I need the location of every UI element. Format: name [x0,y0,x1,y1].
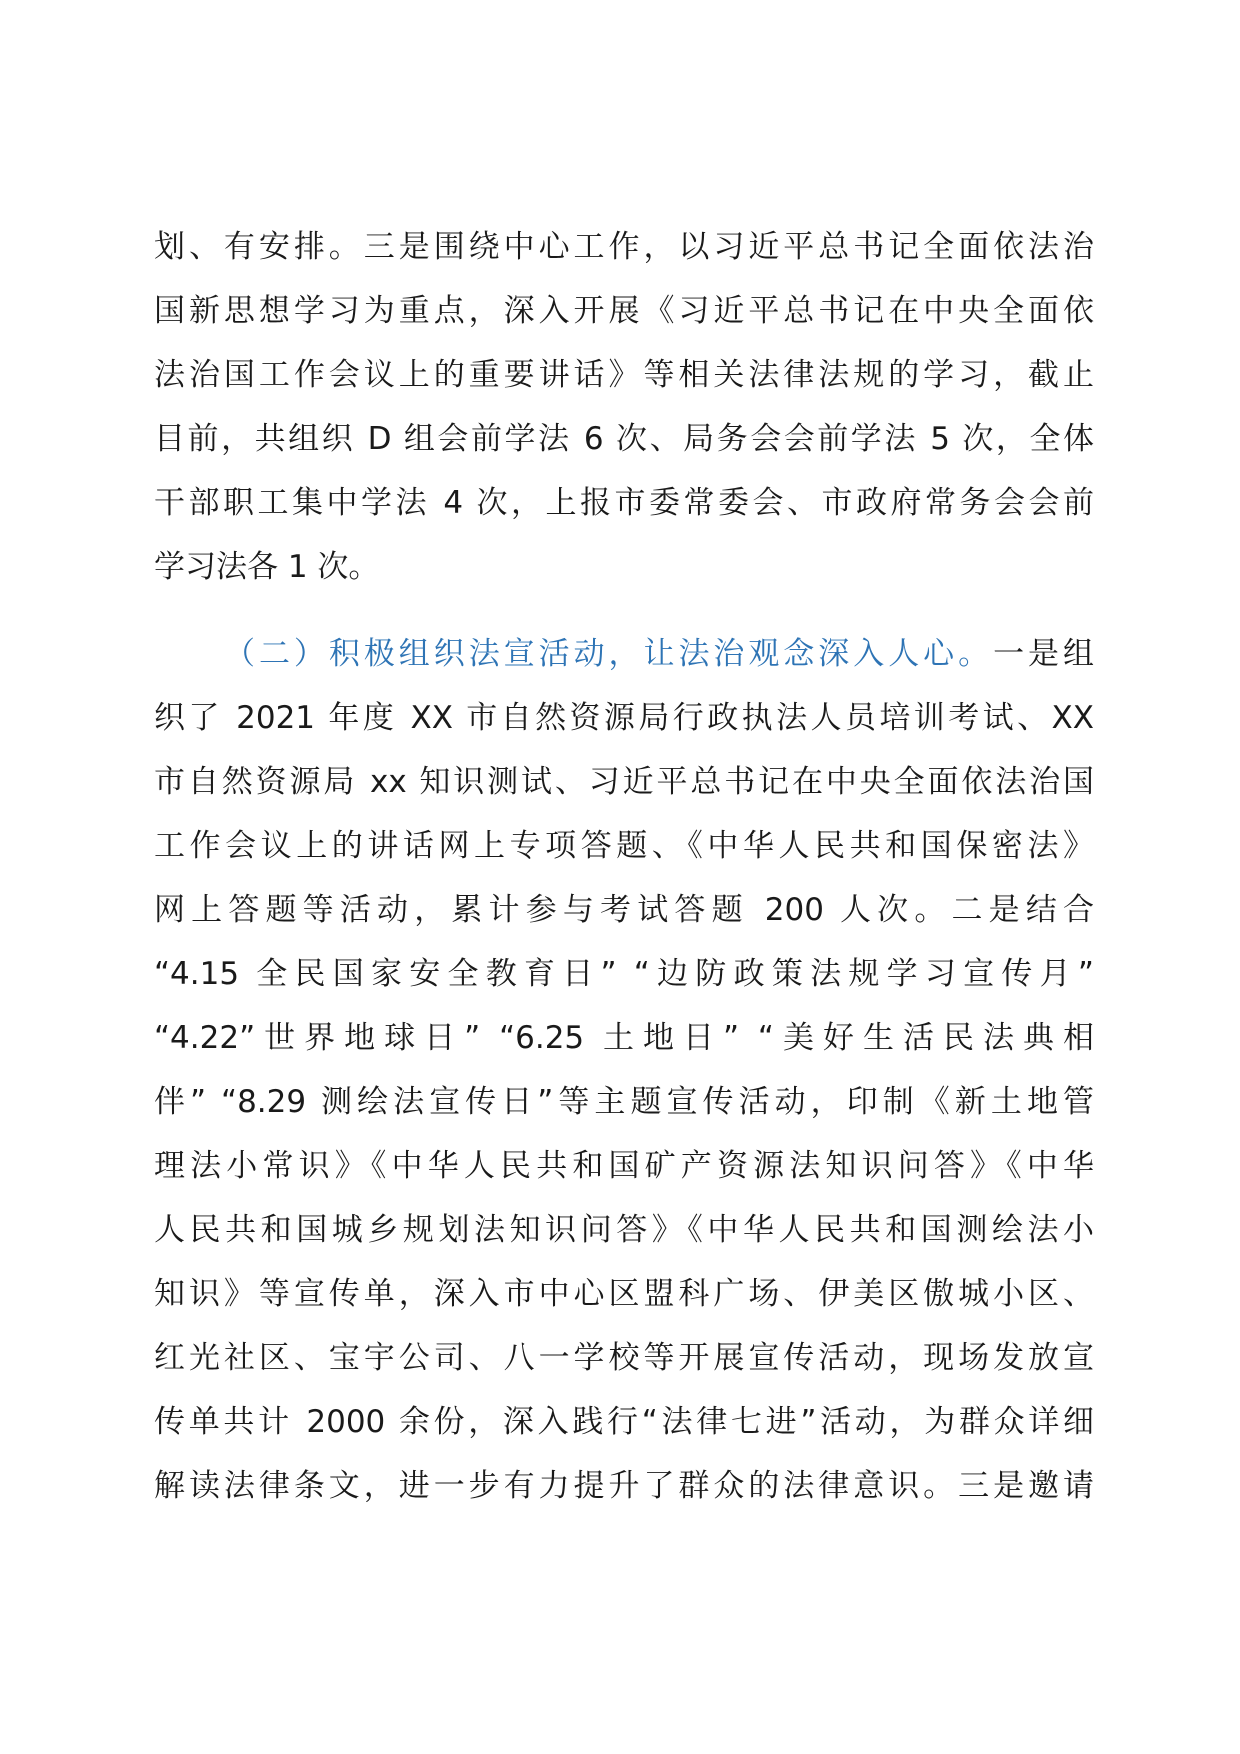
paragraph-line: 解读法律条文，进一步有力提升了群众的法律意识。三是邀请 [154,1468,1094,1504]
paragraph-line: 伴” “8.29 测绘法宣传日”等主题宣传活动，印制《新土地管 [154,1084,1094,1120]
paragraph-line-rest: 一是组 [993,636,1095,672]
paragraph-line: 国新思想学习为重点，深入开展《习近平总书记在中央全面依 [154,293,1094,329]
paragraph-2 [154,622,1094,1518]
paragraph-line: “4.22”世界地球日” “6.25 土地日” “美好生活民法典相 [154,1020,1094,1056]
paragraph-first-line [154,622,1094,686]
paragraph-line: 织了 2021 年度 XX 市自然资源局行政执法人员培训考试、XX [154,700,1094,736]
paragraph-line: “4.15 全民国家安全教育日” “边防政策法规学习宣传月” [154,956,1094,992]
paragraph-line: 网上答题等活动，累计参与考试答题 200 人次。二是结合 [154,892,1094,928]
paragraph-line: 知识》等宣传单，深入市中心区盟科广场、伊美区傲城小区、 [154,1276,1094,1312]
paragraph-line: 目前，共组织 D 组会前学法 6 次、局务会会前学法 5 次，全体 [154,421,1094,457]
paragraph-line: 法治国工作会议上的重要讲话》等相关法律法规的学习，截止 [154,357,1094,393]
paragraph-line: 学习法各 1 次。 [154,549,380,585]
paragraph-line: 红光社区、宝宇公司、八一学校等开展宣传活动，现场发放宣 [154,1340,1094,1376]
paragraph-line: 划、有安排。三是围绕中心工作，以习近平总书记全面依法治 [154,229,1094,265]
paragraph-line: 人民共和国城乡规划法知识问答》《中华人民共和国测绘法小 [154,1212,1094,1248]
section-heading: （二）积极组织法宣活动，让法治观念深入人心。 [224,636,994,672]
paragraph-line: 工作会议上的讲话网上专项答题、《中华人民共和国保密法》 [154,828,1094,864]
paragraph-line: 理法小常识》《中华人民共和国矿产资源法知识问答》《中华 [154,1148,1094,1184]
paragraph-line: 市自然资源局 xx 知识测试、习近平总书记在中央全面依法治国 [154,764,1094,800]
paragraph-line: 干部职工集中学法 4 次，上报市委常委会、市政府常务会会前 [154,485,1094,521]
paragraph-line: 传单共计 2000 余份，深入践行“法律七进”活动，为群众详细 [154,1404,1094,1440]
paragraph-1 [154,215,1094,599]
